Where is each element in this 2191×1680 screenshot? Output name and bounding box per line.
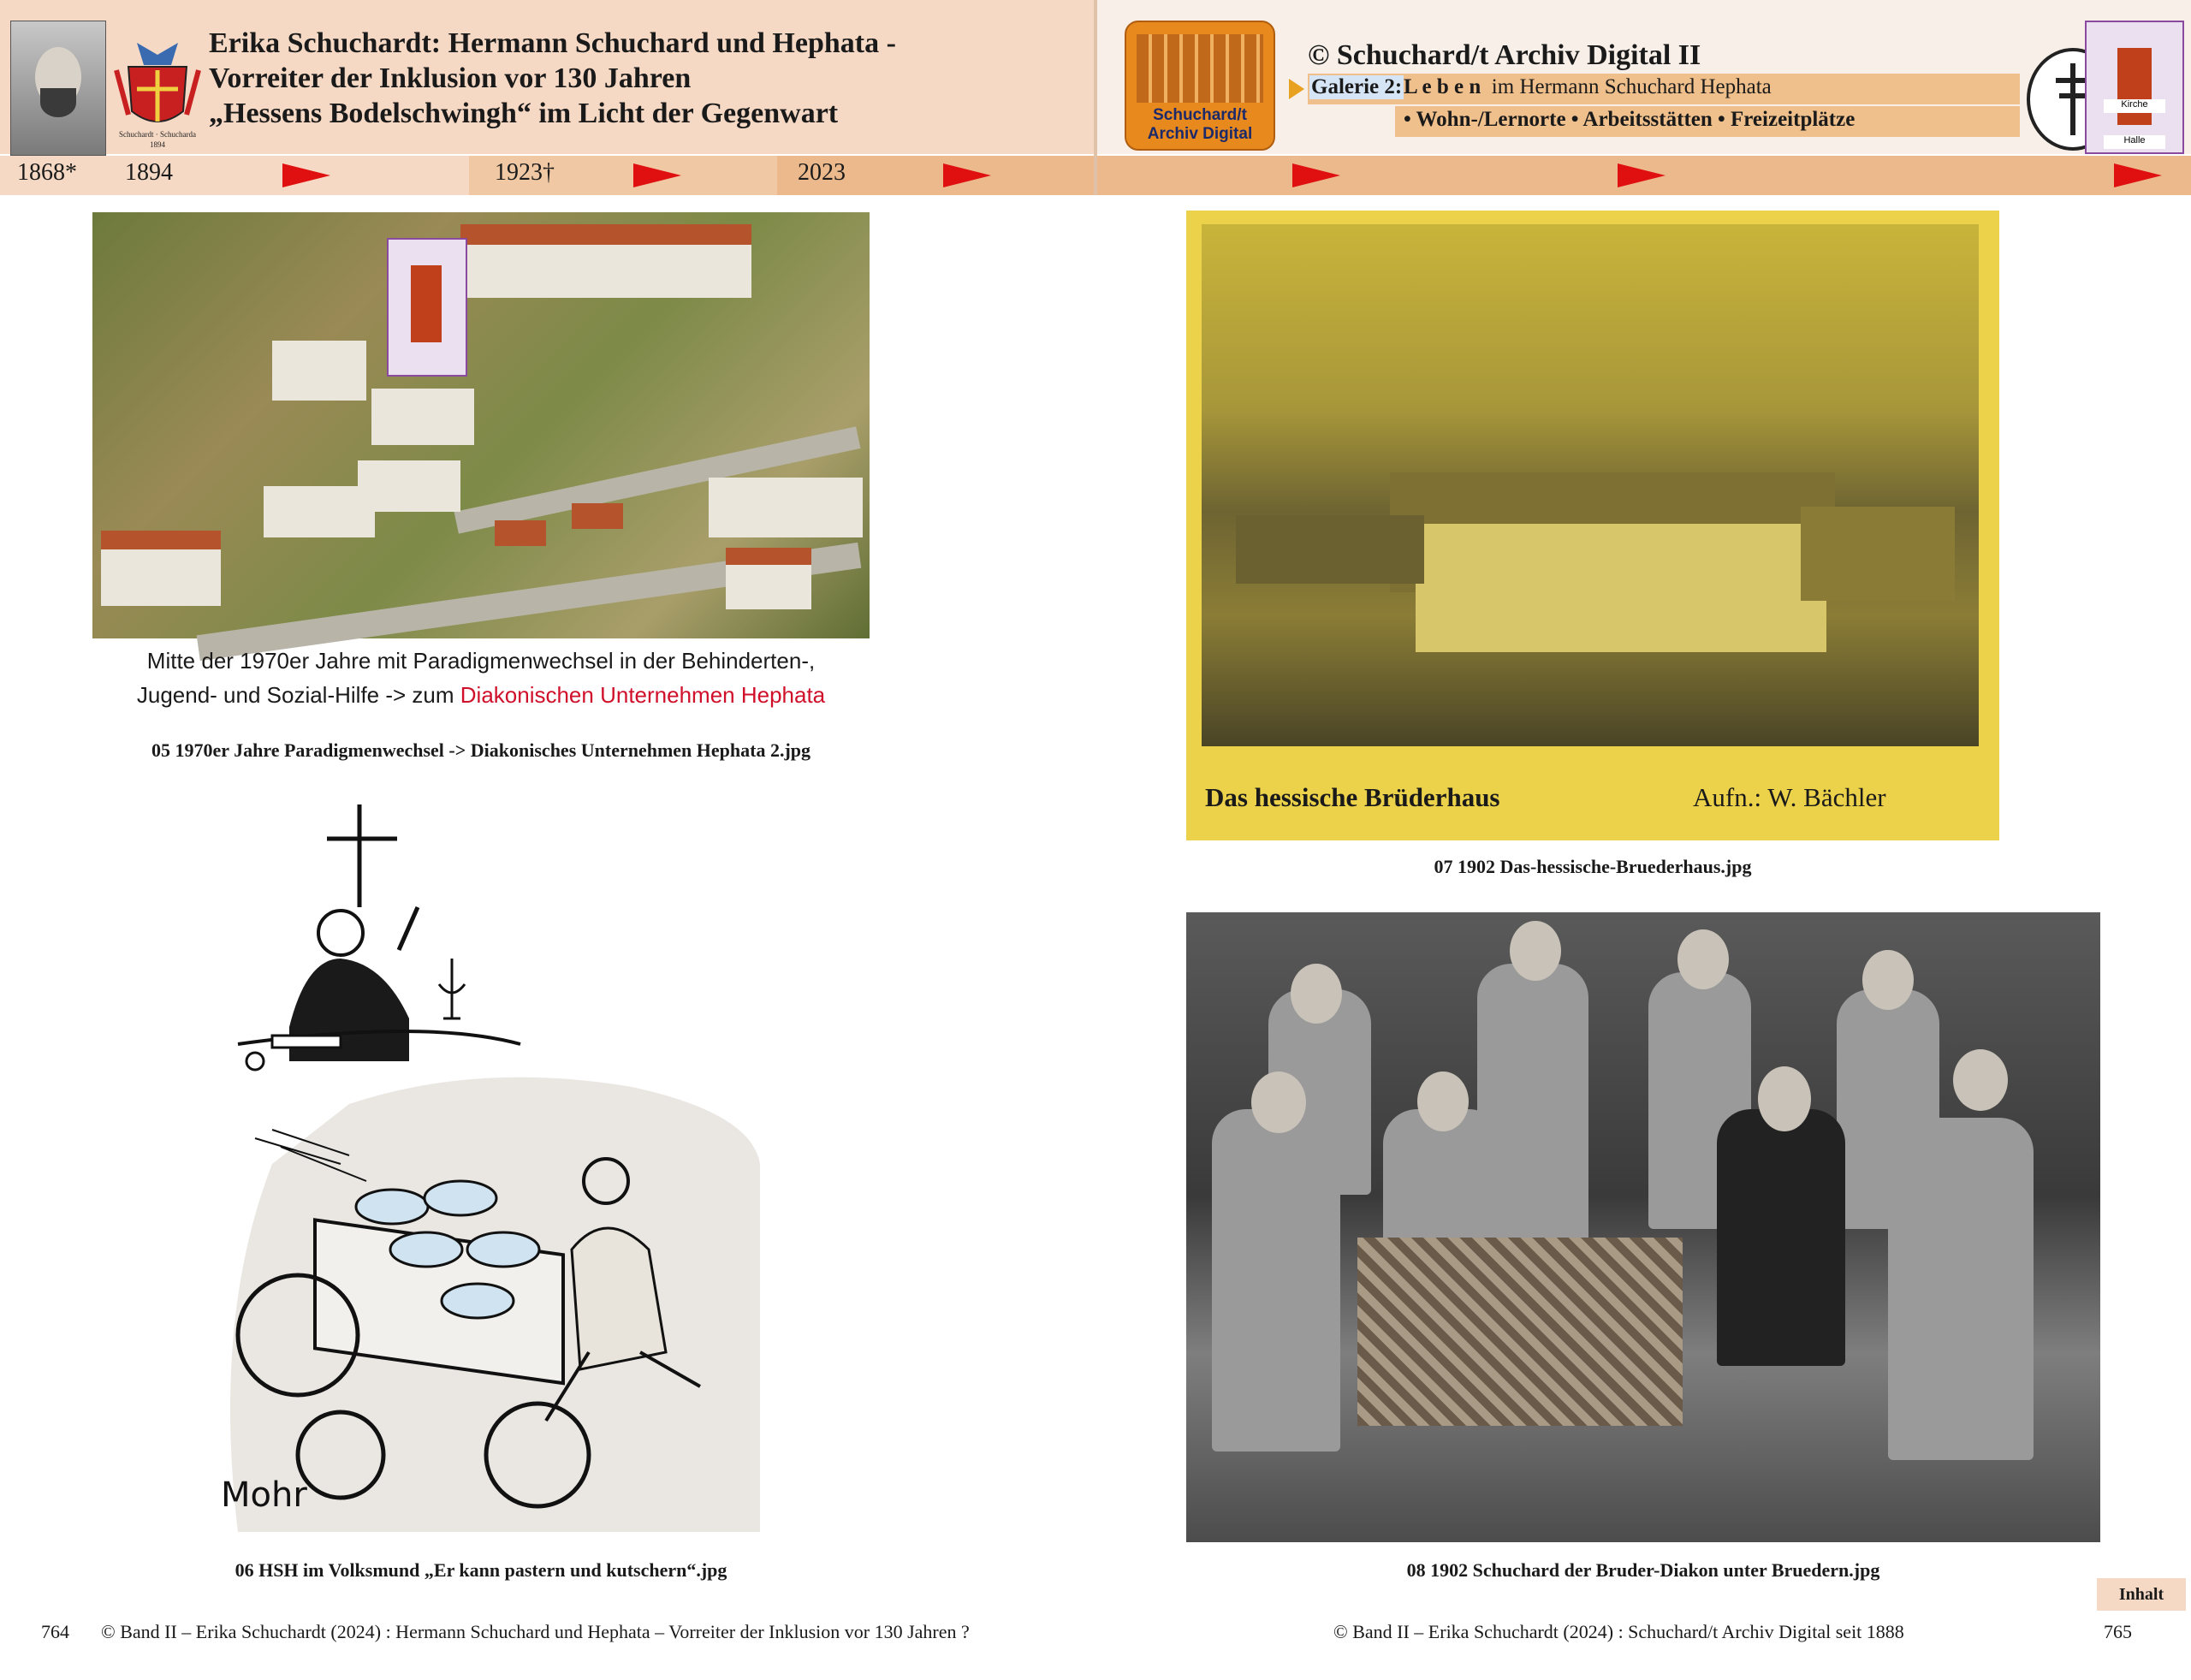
arrow-right-icon xyxy=(943,163,991,187)
page-number-left: 764 xyxy=(41,1621,69,1642)
page-number-right: 765 xyxy=(2104,1621,2132,1642)
archiv-digital-logo[interactable] xyxy=(1125,21,1275,151)
person-head xyxy=(1510,921,1561,981)
photo1-caption xyxy=(92,644,870,712)
building xyxy=(272,341,366,401)
photo3-filename: 08 1902 Schuchard der Bruder-Diakon unter Bruedern.jpg xyxy=(1406,1559,1880,1581)
arrow-right-icon xyxy=(633,163,681,187)
person-head xyxy=(1953,1049,2008,1111)
archiv-logo-line: Schuchard/t xyxy=(1153,106,1247,124)
building xyxy=(358,460,460,512)
triangle-right-icon xyxy=(1289,79,1304,99)
group-photo-brothers xyxy=(1186,912,2100,1542)
header-title-line: Erika Schuchardt: Hermann Schuchard und Hephata - xyxy=(209,27,896,59)
cartoon-filename: 06 HSH im Volksmund „Er kann pastern und kutschern“.jpg xyxy=(235,1559,727,1581)
header-title-line: Vorreiter der Inklusion vor 130 Jahren xyxy=(209,62,692,94)
person-head xyxy=(1251,1072,1306,1133)
person xyxy=(1717,1109,1845,1366)
caption-text: Jugend- und Sozial-Hilfe -> zum xyxy=(136,682,460,708)
roof xyxy=(495,520,546,546)
photo-caption-left: Das hessische Brüderhaus xyxy=(1205,782,1500,812)
person xyxy=(1212,1109,1340,1451)
photo-inner xyxy=(1202,224,1979,746)
gallery-title-rest: im Hermann Schuchard Hephata xyxy=(1491,75,1772,98)
book-cover-overlay xyxy=(387,238,467,377)
header-title-line: „Hessens Bodelschwingh“ im Licht der Gegenwart xyxy=(209,98,839,129)
book-cover-text: Kirche xyxy=(2104,99,2165,113)
house xyxy=(1416,524,1826,652)
person-head xyxy=(1862,950,1914,1010)
arrow-right-icon xyxy=(2114,163,2162,187)
photo-caption-right: Aufn.: W. Bächler xyxy=(1693,782,1886,812)
arrow-right-icon xyxy=(1292,163,1340,187)
person-head xyxy=(1758,1066,1811,1131)
tablecloth xyxy=(1357,1238,1683,1426)
header-title xyxy=(209,26,896,131)
cartoon-drawing xyxy=(221,804,760,1532)
book-cover-text: Halle xyxy=(2104,135,2165,149)
crest-year: 1894 xyxy=(150,140,165,149)
portrait-beard xyxy=(40,88,76,117)
timeline-year: 1868* xyxy=(17,159,77,186)
page-divider xyxy=(1094,0,1097,195)
archive-title: © Schuchard/t Archiv Digital II xyxy=(1308,39,1701,71)
gallery-label: Galerie 2: xyxy=(1311,75,1403,98)
gallery-title xyxy=(1404,75,1772,99)
person-head xyxy=(1677,929,1729,989)
crest-caption: Schuchardt · Schucharda xyxy=(119,130,196,139)
timeline-year: 1894 xyxy=(125,159,173,186)
roof xyxy=(726,548,811,565)
person xyxy=(1888,1118,2034,1460)
books-icon xyxy=(1137,34,1263,103)
roof xyxy=(101,531,221,549)
inhalt-button[interactable]: Inhalt xyxy=(2097,1578,2186,1611)
aerial-photo-hephata xyxy=(92,212,870,638)
caption-line: Mitte der 1970er Jahre mit Paradigmenwechsel in der Behinderten-, xyxy=(146,648,816,674)
cartoon-signature: Mohr xyxy=(221,1475,307,1515)
gallery-title-spaced: L e b e n xyxy=(1404,75,1481,98)
building xyxy=(709,478,863,537)
footer-right-text: © Band II – Erika Schuchardt (2024) : Schuchard/t Archiv Digital seit 1888 xyxy=(1333,1621,1904,1642)
person-head xyxy=(1417,1072,1469,1131)
portrait-photo xyxy=(10,21,106,156)
archiv-logo-line: Archiv Digital xyxy=(1147,125,1253,143)
arrow-right-icon xyxy=(282,163,330,187)
roof xyxy=(572,503,623,529)
roof xyxy=(460,224,751,245)
photo2-filename: 07 1902 Das-hessische-Bruederhaus.jpg xyxy=(1434,856,1752,877)
timeline-year: 1923† xyxy=(495,159,555,186)
gallery-subtitle: • Wohn-/Lernorte • Arbeitsstätten • Freizeitplätze xyxy=(1404,108,1856,131)
church-tower-icon xyxy=(411,265,442,342)
photo1-filename: 05 1970er Jahre Paradigmenwechsel -> Diakonisches Unternehmen Hephata 2.jpg xyxy=(151,739,811,761)
caption-line xyxy=(92,678,870,712)
timeline-year: 2023 xyxy=(798,159,846,186)
church-tower-icon xyxy=(2117,48,2152,125)
photo-brueder-haus xyxy=(1186,211,1999,840)
building xyxy=(371,389,474,445)
person-head xyxy=(1291,964,1342,1024)
footer-left-text: © Band II – Erika Schuchardt (2024) : Hermann Schuchard und Hephata – Vorreiter der Inklusion vor 130 Jahren ? xyxy=(101,1621,970,1642)
book-cover-thumbnail[interactable] xyxy=(2085,21,2184,154)
house xyxy=(1801,507,1955,601)
house xyxy=(1236,515,1424,584)
arrow-right-icon xyxy=(1618,163,1666,187)
caption-highlight: Diakonischen Unternehmen Hephata xyxy=(460,682,826,708)
family-crest-icon xyxy=(111,36,204,151)
